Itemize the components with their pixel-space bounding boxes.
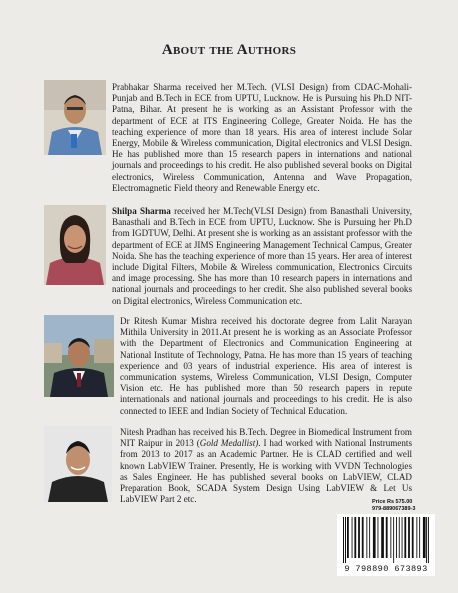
barcode-bar [393, 517, 394, 563]
barcode-bar [358, 517, 360, 558]
author-photo-ritesh-kumar-mishra [44, 315, 114, 397]
barcode-bar [366, 517, 367, 558]
bio-text: Nitesh Pradhan has received his B.Tech. Degree in Biomedical Instrument from NIT Raipur in 2013 ( [120, 427, 412, 449]
barcode-bar [386, 517, 388, 558]
barcode-bar [390, 517, 391, 558]
barcode-bar [428, 517, 429, 563]
portrait-illustration [44, 426, 112, 502]
isbn-barcode [337, 514, 435, 576]
bio-text-wrap-part: Prabhakar Sharma received her M.Tech. (VLSI Design) from CDAC-Mohali-Punjab and B.Tech in ECE from UPTU, Lucknow. He is Pursuing his Ph.D NIT-Patna, Bihar. At present he is working as an Assistant Professor with the department of ECE at ITS Engineering College, Greater Noida. He has the teaching experience of more than 18 years. His area of interest include Solar Energy, Mobile & Wireless communication, Digital electronics and VLSI Design. He has published more than 15 research papers in internations and national journals and proceedings to his credit. He also published several books on Digital electronics, Wireless Communication, Antenna and Wave Propagation, Electromagnetic Field theory and Renewable Energy etc. [112, 82, 412, 193]
barcode-bar [378, 517, 379, 558]
barcode-bar [362, 517, 364, 558]
barcode-bar [404, 517, 406, 558]
bio-text: Dr Ritesh Kumar Mishra received his doctorate degree from Lalit Narayan Mithila University in 2011.At present he is working as an Associate Professor with the Department of Electronics and Communication Engineering at National Institute of Technology, Patna. He has more than 15 years of teaching experience and 03 years of industrial experience. His area of interest is communication systems, Wireless Communication, VLSI Design, Computer Vision etc. He has published more than 50 research papers in repute internationals and national journals and proceedings to his credit. He is also connected to IEEE and Indian Society of Technical Education. [120, 316, 412, 416]
bio-text: received her M.Tech(VLSI Design) from Banasthali University, Banasthali and B.Tech in ECE from UPTU, Lucknow. She is Pursuing her Ph.D from IGDTUW, Delhi. At present she is working as an assistant professor with the department of ECE at JIMS Engineering Management Technical Campus, Greater Noida. She has the teaching experience of more than 15 years. Her area of interest include Digital Filters, Mobile & Wireless communication, Electronics Circuits and image processing. She has more than 10 research papers in internations and national journals and proceedings to her credit. She also published several books on Digital electronics, Wireless Communication etc. [112, 206, 412, 306]
price-block [372, 499, 415, 513]
barcode-bar [402, 517, 403, 558]
barcode-bar [399, 517, 400, 558]
barcode-bar [345, 517, 346, 563]
barcode-bar [373, 517, 376, 558]
author-name-bold: Shilpa Sharma [112, 206, 171, 216]
author-bio-shilpa-sharma [112, 206, 412, 307]
barcode-bar [381, 517, 384, 558]
bio-italic-text: Gold Medallist) [199, 438, 259, 449]
author-photo-shilpa-sharma [44, 205, 106, 285]
barcode-bars-graphic [343, 517, 429, 563]
barcode-bar [352, 517, 353, 558]
barcode-bar [354, 517, 356, 558]
barcode-bar [369, 517, 370, 558]
author-bio-nitesh-pradhan [120, 427, 412, 505]
barcode-bar [347, 517, 349, 558]
barcode-bar [412, 517, 414, 558]
isbn-small-label: 979-889067389-3 [372, 506, 416, 512]
page-title: About the Authors [161, 42, 297, 58]
portrait-illustration [44, 315, 114, 397]
barcode-bar [419, 517, 420, 558]
author-photo-prabhakar-sharma [44, 80, 106, 155]
barcode-bar [343, 517, 344, 563]
barcode-bar [396, 517, 397, 558]
barcode-bar [426, 517, 427, 563]
author-bio-ritesh-kumar-mishra [120, 316, 412, 417]
portrait-illustration [44, 205, 106, 285]
isbn-digits: 9 798890 673893 [344, 564, 428, 574]
barcode-bar [416, 517, 417, 558]
portrait-illustration [44, 80, 106, 155]
author-bio-prabhakar-sharma [112, 82, 412, 194]
bio-text: . I had worked with National Instruments from 2013 to 2017 as an Academic Partner. He is CLAD certified and well known LabVIEW Trainer. Presently, He is working with VVDN Technologies as Sales Engineer. He has published several books on LabVIEW, CLAD Preparation Book, SCADA System Design Using LabVIEW & Let Us LabVIEW Part 2 etc. [120, 438, 412, 505]
barcode-bar [423, 517, 426, 558]
price-label: Price Rs 575.00 [372, 499, 413, 505]
barcode-bar [408, 517, 410, 558]
author-photo-nitesh-pradhan [44, 426, 112, 502]
